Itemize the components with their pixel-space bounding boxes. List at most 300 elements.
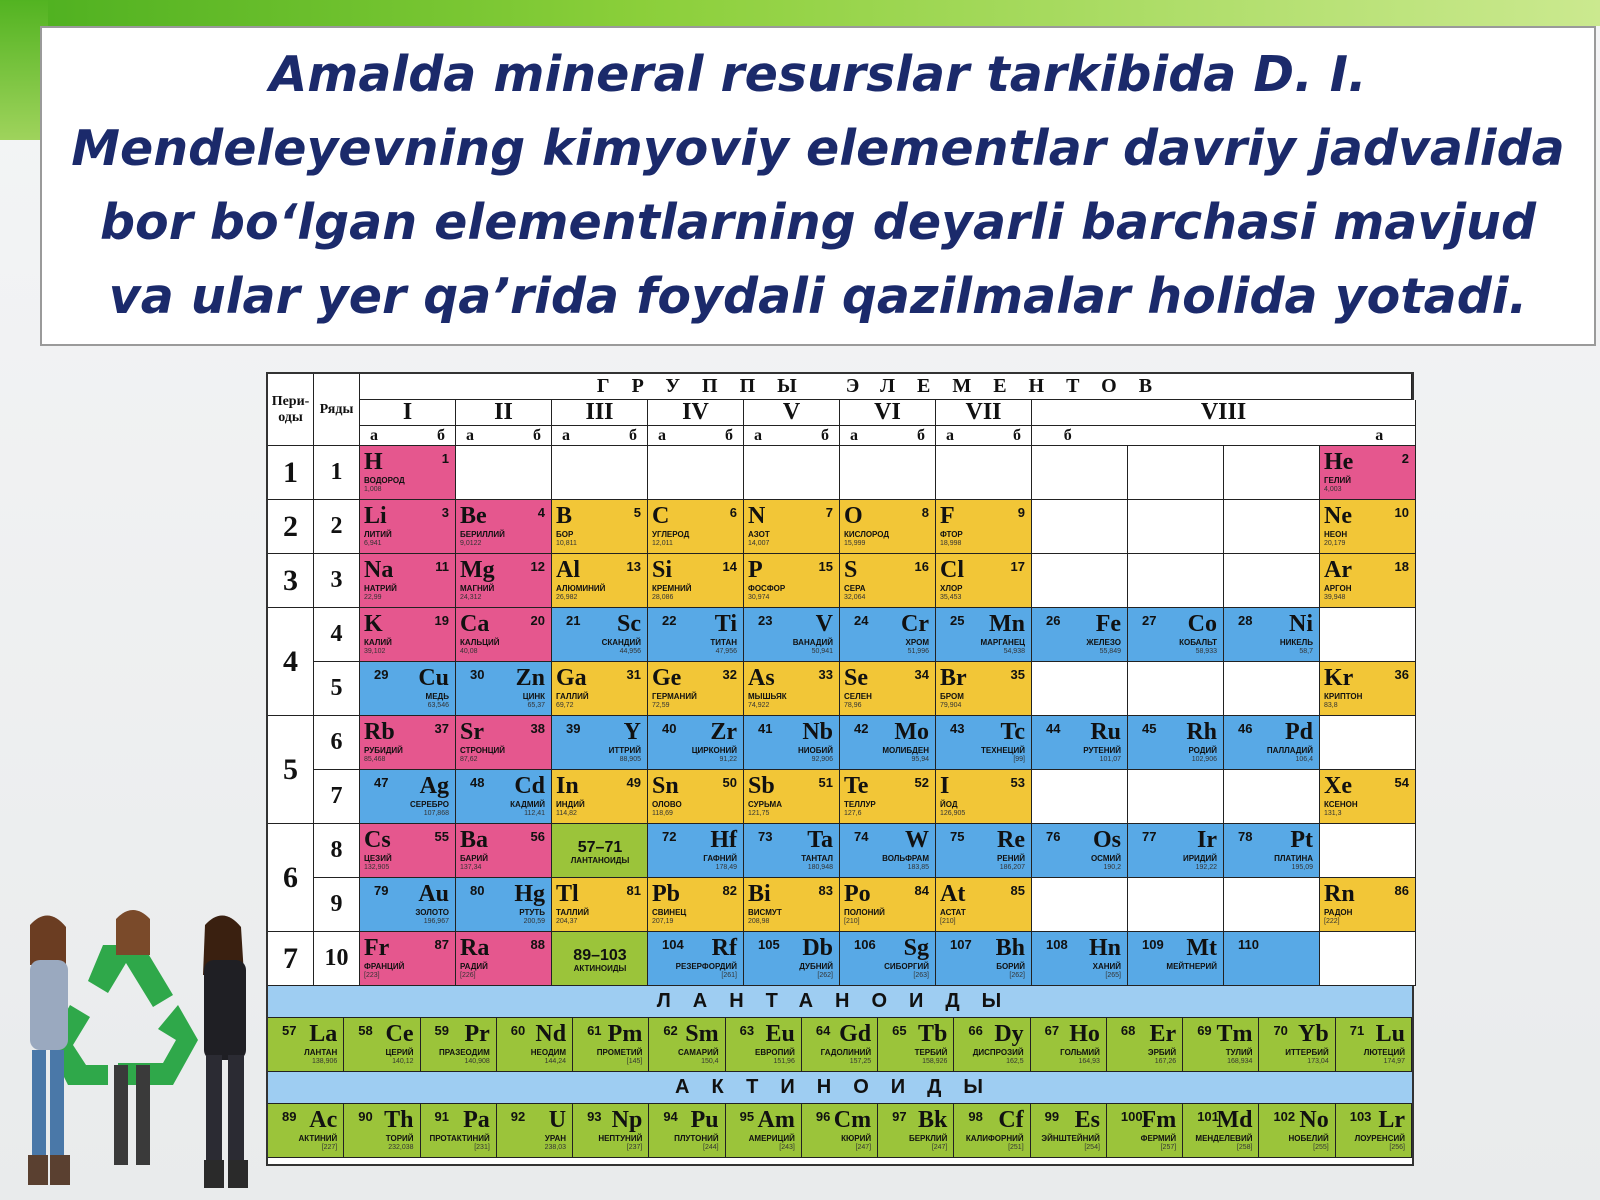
element-number: 34 — [914, 667, 929, 682]
element-mass: [261] — [721, 972, 737, 979]
element-symbol: Cs — [364, 827, 391, 853]
element-cell-K — [360, 608, 456, 662]
element-cell-H — [360, 446, 456, 500]
element-symbol: Dy — [994, 1021, 1024, 1047]
element-symbol: Md — [1216, 1107, 1253, 1133]
element-name: БЕРИЛЛИЙ — [460, 530, 505, 539]
subgroup-a: а — [1375, 426, 1384, 444]
element-mass: [258] — [1236, 1144, 1253, 1151]
element-mass: 196,967 — [423, 918, 449, 925]
element-cell-He — [1320, 446, 1416, 500]
row-label-9: 9 — [314, 878, 360, 932]
element-symbol: Sb — [748, 773, 775, 799]
element-mass: 10,811 — [556, 540, 577, 547]
element-name: ИТТЕРБИЙ — [1285, 1048, 1329, 1057]
element-symbol: Po — [844, 881, 871, 907]
element-cell-Bi — [744, 878, 840, 932]
element-mass: 92,906 — [811, 756, 833, 763]
subgroup-header — [840, 426, 936, 446]
element-symbol: Si — [652, 557, 673, 583]
element-mass: 65,37 — [527, 702, 545, 709]
element-mass: 78,96 — [844, 702, 862, 709]
element-symbol: Se — [844, 665, 868, 691]
element-number: 33 — [818, 667, 833, 682]
element-mass: [227] — [321, 1144, 338, 1151]
element-name: ВАНАДИЙ — [792, 638, 833, 647]
element-cell-Ar — [1320, 554, 1416, 608]
element-symbol: He — [1324, 449, 1354, 475]
element-name: МЕДЬ — [425, 692, 449, 701]
element-number: 69 — [1197, 1023, 1212, 1038]
element-mass: 107,868 — [423, 810, 449, 817]
element-number: 64 — [815, 1023, 831, 1038]
element-mass: 118,69 — [652, 810, 673, 817]
element-mass: 58,933 — [1195, 648, 1217, 655]
element-number: 46 — [1238, 721, 1253, 736]
element-mass: [210] — [844, 918, 860, 925]
element-number: 77 — [1142, 829, 1157, 844]
element-mass: 207,19 — [652, 918, 674, 925]
element-name: ГЕРМАНИЙ — [652, 692, 697, 701]
element-symbol: B — [556, 503, 573, 529]
element-cell-Li — [360, 500, 456, 554]
element-mass: 4,003 — [1324, 486, 1342, 493]
element-name: РАДИЙ — [460, 962, 488, 971]
recycle-icon — [48, 945, 198, 1085]
slide-text-box — [40, 26, 1596, 346]
element-symbol: Os — [1092, 827, 1121, 853]
element-symbol: In — [556, 773, 579, 799]
element-cell-Ag — [360, 770, 456, 824]
element-name: ЦИНК — [522, 692, 545, 701]
element-symbol: Lr — [1378, 1107, 1405, 1133]
group-header-III: III — [552, 400, 648, 426]
element-name: ОСМИЙ — [1090, 854, 1121, 863]
element-number: 17 — [1010, 559, 1025, 574]
element-number: 4 — [537, 505, 545, 520]
element-symbol: Sc — [617, 611, 641, 637]
element-name: ТАЛЛИЙ — [556, 908, 589, 917]
element-name: ЙОД — [940, 800, 958, 809]
element-number: 73 — [758, 829, 773, 844]
element-name: КРЕМНИЙ — [652, 584, 692, 593]
element-name: СЕЛЕН — [844, 692, 872, 701]
empty-cell — [936, 446, 1032, 500]
element-symbol: Rf — [711, 935, 737, 961]
element-number: 9 — [1017, 505, 1025, 520]
element-number: 97 — [892, 1109, 907, 1124]
subgroup-a: а — [850, 426, 858, 444]
element-cell-Sr — [456, 716, 552, 770]
element-number: 81 — [626, 883, 641, 898]
row-label-8: 8 — [314, 824, 360, 878]
element-name: ФРАНЦИЙ — [364, 962, 405, 971]
element-mass: 127,6 — [844, 810, 862, 817]
element-number: 58 — [358, 1023, 373, 1038]
element-name: РЕНИЙ — [997, 854, 1025, 863]
element-name: ГАЛЛИЙ — [556, 692, 589, 701]
element-name: ЕВРОПИЙ — [755, 1048, 795, 1057]
element-name: НЕОН — [1324, 530, 1348, 539]
element-cell-Ho — [1031, 1018, 1107, 1072]
element-symbol: Pt — [1290, 827, 1313, 853]
element-symbol: Y — [623, 719, 641, 745]
element-name: ГОЛЬМИЙ — [1060, 1048, 1100, 1057]
element-cell-Th — [344, 1104, 420, 1158]
element-symbol: Cd — [514, 773, 545, 799]
element-cell-Fm — [1107, 1104, 1183, 1158]
empty-cell — [1032, 878, 1128, 932]
element-number: 14 — [722, 559, 737, 574]
element-cell-Fr — [360, 932, 456, 986]
element-symbol: Rb — [364, 719, 395, 745]
element-cell-Gd — [802, 1018, 878, 1072]
element-mass: 232,038 — [388, 1144, 414, 1151]
element-number: 53 — [1010, 775, 1025, 790]
element-mass: 95,94 — [911, 756, 929, 763]
element-name: ПЛАТИНА — [1274, 854, 1313, 863]
person-middle — [114, 910, 150, 1165]
element-symbol: Na — [364, 557, 394, 583]
element-cell-Si — [648, 554, 744, 608]
element-cell-Au — [360, 878, 456, 932]
element-symbol: Xe — [1324, 773, 1352, 799]
empty-cell — [1032, 500, 1128, 554]
element-symbol: As — [748, 665, 775, 691]
element-mass: 15,999 — [844, 540, 866, 547]
element-name: КАЛИЙ — [364, 638, 392, 647]
element-cell-Nd — [497, 1018, 573, 1072]
element-symbol: Np — [611, 1107, 643, 1133]
empty-cell — [1128, 446, 1224, 500]
element-mass: 150,4 — [701, 1058, 719, 1065]
lanthanides-band: ЛАНТАНОИДЫ — [268, 986, 1412, 1018]
element-name: ПРОМЕТИЙ — [596, 1048, 643, 1057]
element-name: ХАНИЙ — [1092, 962, 1121, 971]
element-symbol: Cm — [833, 1107, 872, 1133]
row-label-10: 10 — [314, 932, 360, 986]
element-cell-Y — [552, 716, 648, 770]
element-cell-Rn — [1320, 878, 1416, 932]
element-number: 22 — [662, 613, 677, 628]
element-number: 67 — [1044, 1023, 1060, 1038]
element-cell-Po — [840, 878, 936, 932]
element-mass: 55,849 — [1099, 648, 1121, 655]
element-number: 27 — [1142, 613, 1157, 628]
period-label-6: 6 — [268, 824, 314, 932]
element-name: ЛАНТАНОИДЫ — [570, 856, 630, 865]
element-symbol: Bi — [748, 881, 771, 907]
period-label-1: 1 — [268, 446, 314, 500]
element-cell-W — [840, 824, 936, 878]
empty-cell — [1128, 878, 1224, 932]
element-symbol: Ag — [419, 773, 449, 799]
element-mass: 200,59 — [523, 918, 545, 925]
element-name: БОРИЙ — [996, 962, 1025, 971]
element-mass: 112,41 — [524, 810, 545, 817]
empty-cell — [648, 446, 744, 500]
empty-cell — [456, 446, 552, 500]
element-number: 86 — [1394, 883, 1409, 898]
element-symbol: Lu — [1375, 1021, 1405, 1047]
element-cell-P — [744, 554, 840, 608]
element-symbol: Th — [384, 1107, 414, 1133]
element-cell-Fe — [1032, 608, 1128, 662]
element-number: 96 — [815, 1109, 831, 1124]
element-number: 6 — [729, 505, 737, 520]
subgroup-header-viii — [1032, 426, 1416, 446]
empty-cell — [744, 446, 840, 500]
empty-cell — [1320, 608, 1416, 662]
element-cell-Na — [360, 554, 456, 608]
element-symbol: I — [940, 773, 950, 799]
subgroup-b: б — [725, 426, 733, 444]
element-symbol: S — [844, 557, 858, 583]
element-mass: 20,179 — [1324, 540, 1346, 547]
subgroup-b: б — [917, 426, 925, 444]
element-symbol: Eu — [765, 1021, 795, 1047]
element-symbol: Be — [460, 503, 487, 529]
element-name: АКТИНИЙ — [298, 1134, 338, 1143]
element-mass: 131,3 — [1324, 810, 1342, 817]
group-header-VI: VI — [840, 400, 936, 426]
empty-cell — [1320, 932, 1416, 986]
element-name: ЖЕЛЕЗО — [1086, 638, 1121, 647]
element-cell-Pu — [649, 1104, 725, 1158]
element-symbol: Bk — [918, 1107, 948, 1133]
element-cell-Zn — [456, 662, 552, 716]
element-name: КИСЛОРОД — [844, 530, 890, 539]
subgroup-b: б — [437, 426, 445, 444]
empty-cell — [1128, 554, 1224, 608]
element-symbol: Pr — [464, 1021, 490, 1047]
element-cell-In — [552, 770, 648, 824]
element-number: 79 — [374, 883, 389, 898]
element-symbol: K — [364, 611, 383, 637]
element-name: КСЕНОН — [1324, 800, 1358, 809]
element-number: 105 — [758, 937, 780, 952]
element-number: 88 — [530, 937, 545, 952]
element-mass: 35,453 — [940, 594, 962, 601]
element-mass: 144,24 — [544, 1058, 567, 1065]
element-name: РЕЗЕРФОРДИЙ — [675, 962, 737, 971]
element-number: 84 — [914, 883, 929, 898]
element-number: 102 — [1273, 1109, 1296, 1124]
element-cell-Sn — [648, 770, 744, 824]
element-name: ТИТАН — [710, 638, 737, 647]
top-accent-bar — [0, 0, 1600, 26]
element-mass: 138,906 — [311, 1058, 338, 1065]
element-symbol: Ac — [309, 1107, 338, 1133]
element-name: РОДИЙ — [1188, 746, 1217, 755]
element-number: 98 — [968, 1109, 983, 1124]
element-symbol: Hn — [1088, 935, 1121, 961]
element-symbol: U — [548, 1107, 567, 1133]
element-symbol: Zr — [710, 719, 737, 745]
element-mass: [247] — [931, 1144, 948, 1151]
element-number: 101 — [1197, 1109, 1219, 1124]
element-mass: 24,312 — [460, 594, 482, 601]
element-symbol: La — [309, 1021, 338, 1047]
element-mass: [247] — [855, 1144, 872, 1151]
slide-text: Amalda mineral resurslar tarkibida D. I. Mendeleyevning kimyoviy elementlar davriy jadvalida bor bo‘lgan elementlarning deyarli barchasi mavjud va ular yer qa’rida foydali qazilmalar holida yotadi. — [71, 46, 1565, 325]
subgroup-a: а — [754, 426, 762, 444]
element-name: БЕРКЛИЙ — [908, 1134, 948, 1143]
element-number: 87 — [434, 937, 449, 952]
element-symbol: Tl — [556, 881, 579, 907]
element-mass: 208,98 — [748, 918, 770, 925]
element-mass: [243] — [779, 1144, 795, 1151]
element-mass: [231] — [474, 1144, 490, 1151]
element-cell-Hf — [648, 824, 744, 878]
element-mass: [256] — [1389, 1144, 1405, 1151]
rows-header: Ряды — [314, 374, 360, 446]
subgroup-b: б — [629, 426, 637, 444]
element-number: 95 — [739, 1109, 755, 1124]
element-cell-Dy — [954, 1018, 1030, 1072]
element-mass: 18,998 — [940, 540, 962, 547]
element-cell-Rh — [1128, 716, 1224, 770]
element-symbol: Tb — [918, 1021, 948, 1047]
element-symbol: Te — [844, 773, 869, 799]
element-cell-Ne — [1320, 500, 1416, 554]
element-cell-Mt — [1128, 932, 1224, 986]
element-name: КОБАЛЬТ — [1179, 638, 1217, 647]
element-mass: [263] — [913, 972, 929, 979]
element-number: 74 — [854, 829, 869, 844]
element-name: ИРИДИЙ — [1182, 854, 1217, 863]
element-name: МЕНДЕЛЕВИЙ — [1195, 1134, 1253, 1143]
element-symbol: Pb — [652, 881, 681, 907]
element-number: 60 — [510, 1023, 526, 1038]
element-number: 68 — [1120, 1023, 1136, 1038]
element-name: ВОДОРОД — [364, 476, 405, 485]
element-cell-Ti — [648, 608, 744, 662]
element-name: РТУТЬ — [519, 908, 545, 917]
empty-cell — [840, 446, 936, 500]
element-number: 25 — [950, 613, 965, 628]
element-mass: 1,008 — [364, 486, 382, 493]
period-label-2: 2 — [268, 500, 314, 554]
element-name: МОЛИБДЕН — [882, 746, 929, 755]
element-number: 40 — [662, 721, 677, 736]
element-number: 83 — [818, 883, 833, 898]
subgroup-header — [744, 426, 840, 446]
element-number: 21 — [566, 613, 581, 628]
element-cell-Ni — [1224, 608, 1320, 662]
periodic-table — [266, 372, 1414, 1166]
element-symbol: C — [652, 503, 670, 529]
element-name: УГЛЕРОД — [652, 530, 690, 539]
element-number: 28 — [1238, 613, 1253, 628]
element-cell-Lr — [1336, 1104, 1412, 1158]
element-number: 16 — [914, 559, 929, 574]
element-mass: 63,546 — [427, 702, 449, 709]
element-symbol: Cl — [940, 557, 964, 583]
element-symbol: Ce — [385, 1021, 414, 1047]
empty-cell — [1128, 770, 1224, 824]
element-mass: 190,2 — [1103, 864, 1121, 871]
element-number: 7 — [825, 505, 833, 520]
element-mass: 14,007 — [748, 540, 770, 547]
element-name: АЗОТ — [748, 530, 770, 539]
element-symbol: Hg — [514, 881, 545, 907]
element-mass: 183,85 — [907, 864, 929, 871]
element-symbol: F — [940, 503, 955, 529]
element-number: 18 — [1394, 559, 1409, 574]
element-number: 66 — [968, 1023, 983, 1038]
element-cell-Yb — [1259, 1018, 1335, 1072]
element-name: НЕОДИМ — [530, 1048, 567, 1057]
element-mass: [262] — [817, 972, 833, 979]
element-name: МАРГАНЕЦ — [980, 638, 1025, 647]
element-symbol: Au — [418, 881, 449, 907]
element-number: 70 — [1273, 1023, 1288, 1038]
element-number: 63 — [739, 1023, 755, 1038]
element-name: БОР — [556, 530, 574, 539]
element-cell-Br — [936, 662, 1032, 716]
element-cell-57–71 — [552, 824, 648, 878]
element-number: 39 — [566, 721, 581, 736]
element-cell-Ca — [456, 608, 552, 662]
element-cell-Bk — [878, 1104, 954, 1158]
element-cell-Mn — [936, 608, 1032, 662]
element-name: ЛАНТАН — [304, 1048, 338, 1057]
element-cell-Sg — [840, 932, 936, 986]
element-number: 3 — [441, 505, 449, 520]
element-symbol: Mt — [1186, 935, 1217, 961]
element-cell-S — [840, 554, 936, 608]
element-number: 29 — [374, 667, 389, 682]
subgroup-header — [648, 426, 744, 446]
element-symbol: N — [748, 503, 766, 529]
element-cell-Pm — [573, 1018, 649, 1072]
element-mass: [223] — [364, 972, 380, 979]
element-symbol: Fe — [1095, 611, 1121, 637]
element-number: 38 — [530, 721, 545, 736]
element-number: 72 — [662, 829, 677, 844]
element-number: 42 — [854, 721, 869, 736]
element-number: 104 — [662, 937, 684, 952]
element-symbol: Li — [364, 503, 387, 529]
element-cell-Al — [552, 554, 648, 608]
subgroup-b: б — [1013, 426, 1021, 444]
element-number: 94 — [663, 1109, 678, 1124]
element-name: ГЕЛИЙ — [1324, 476, 1351, 485]
element-cell-Sb — [744, 770, 840, 824]
element-cell-La — [268, 1018, 344, 1072]
element-number: 89 — [282, 1109, 297, 1124]
element-name: ТОРИЙ — [385, 1134, 414, 1143]
element-number: 54 — [1394, 775, 1409, 790]
element-cell-Ce — [344, 1018, 420, 1072]
element-mass: [210] — [940, 918, 956, 925]
element-cell-Mg — [456, 554, 552, 608]
empty-cell — [1224, 446, 1320, 500]
element-symbol: Ba — [460, 827, 489, 853]
element-symbol: Yb — [1298, 1021, 1329, 1047]
element-number: 75 — [950, 829, 965, 844]
element-mass: 158,926 — [922, 1058, 948, 1065]
element-symbol: H — [364, 449, 383, 475]
subgroup-header — [552, 426, 648, 446]
groups-title: ГРУППЫ ЭЛЕМЕНТОВ — [360, 374, 1412, 400]
element-mass: 51,996 — [907, 648, 929, 655]
element-name: РАДОН — [1324, 908, 1353, 917]
group-header-II: II — [456, 400, 552, 426]
element-symbol: Ru — [1090, 719, 1121, 745]
empty-cell — [1032, 446, 1128, 500]
